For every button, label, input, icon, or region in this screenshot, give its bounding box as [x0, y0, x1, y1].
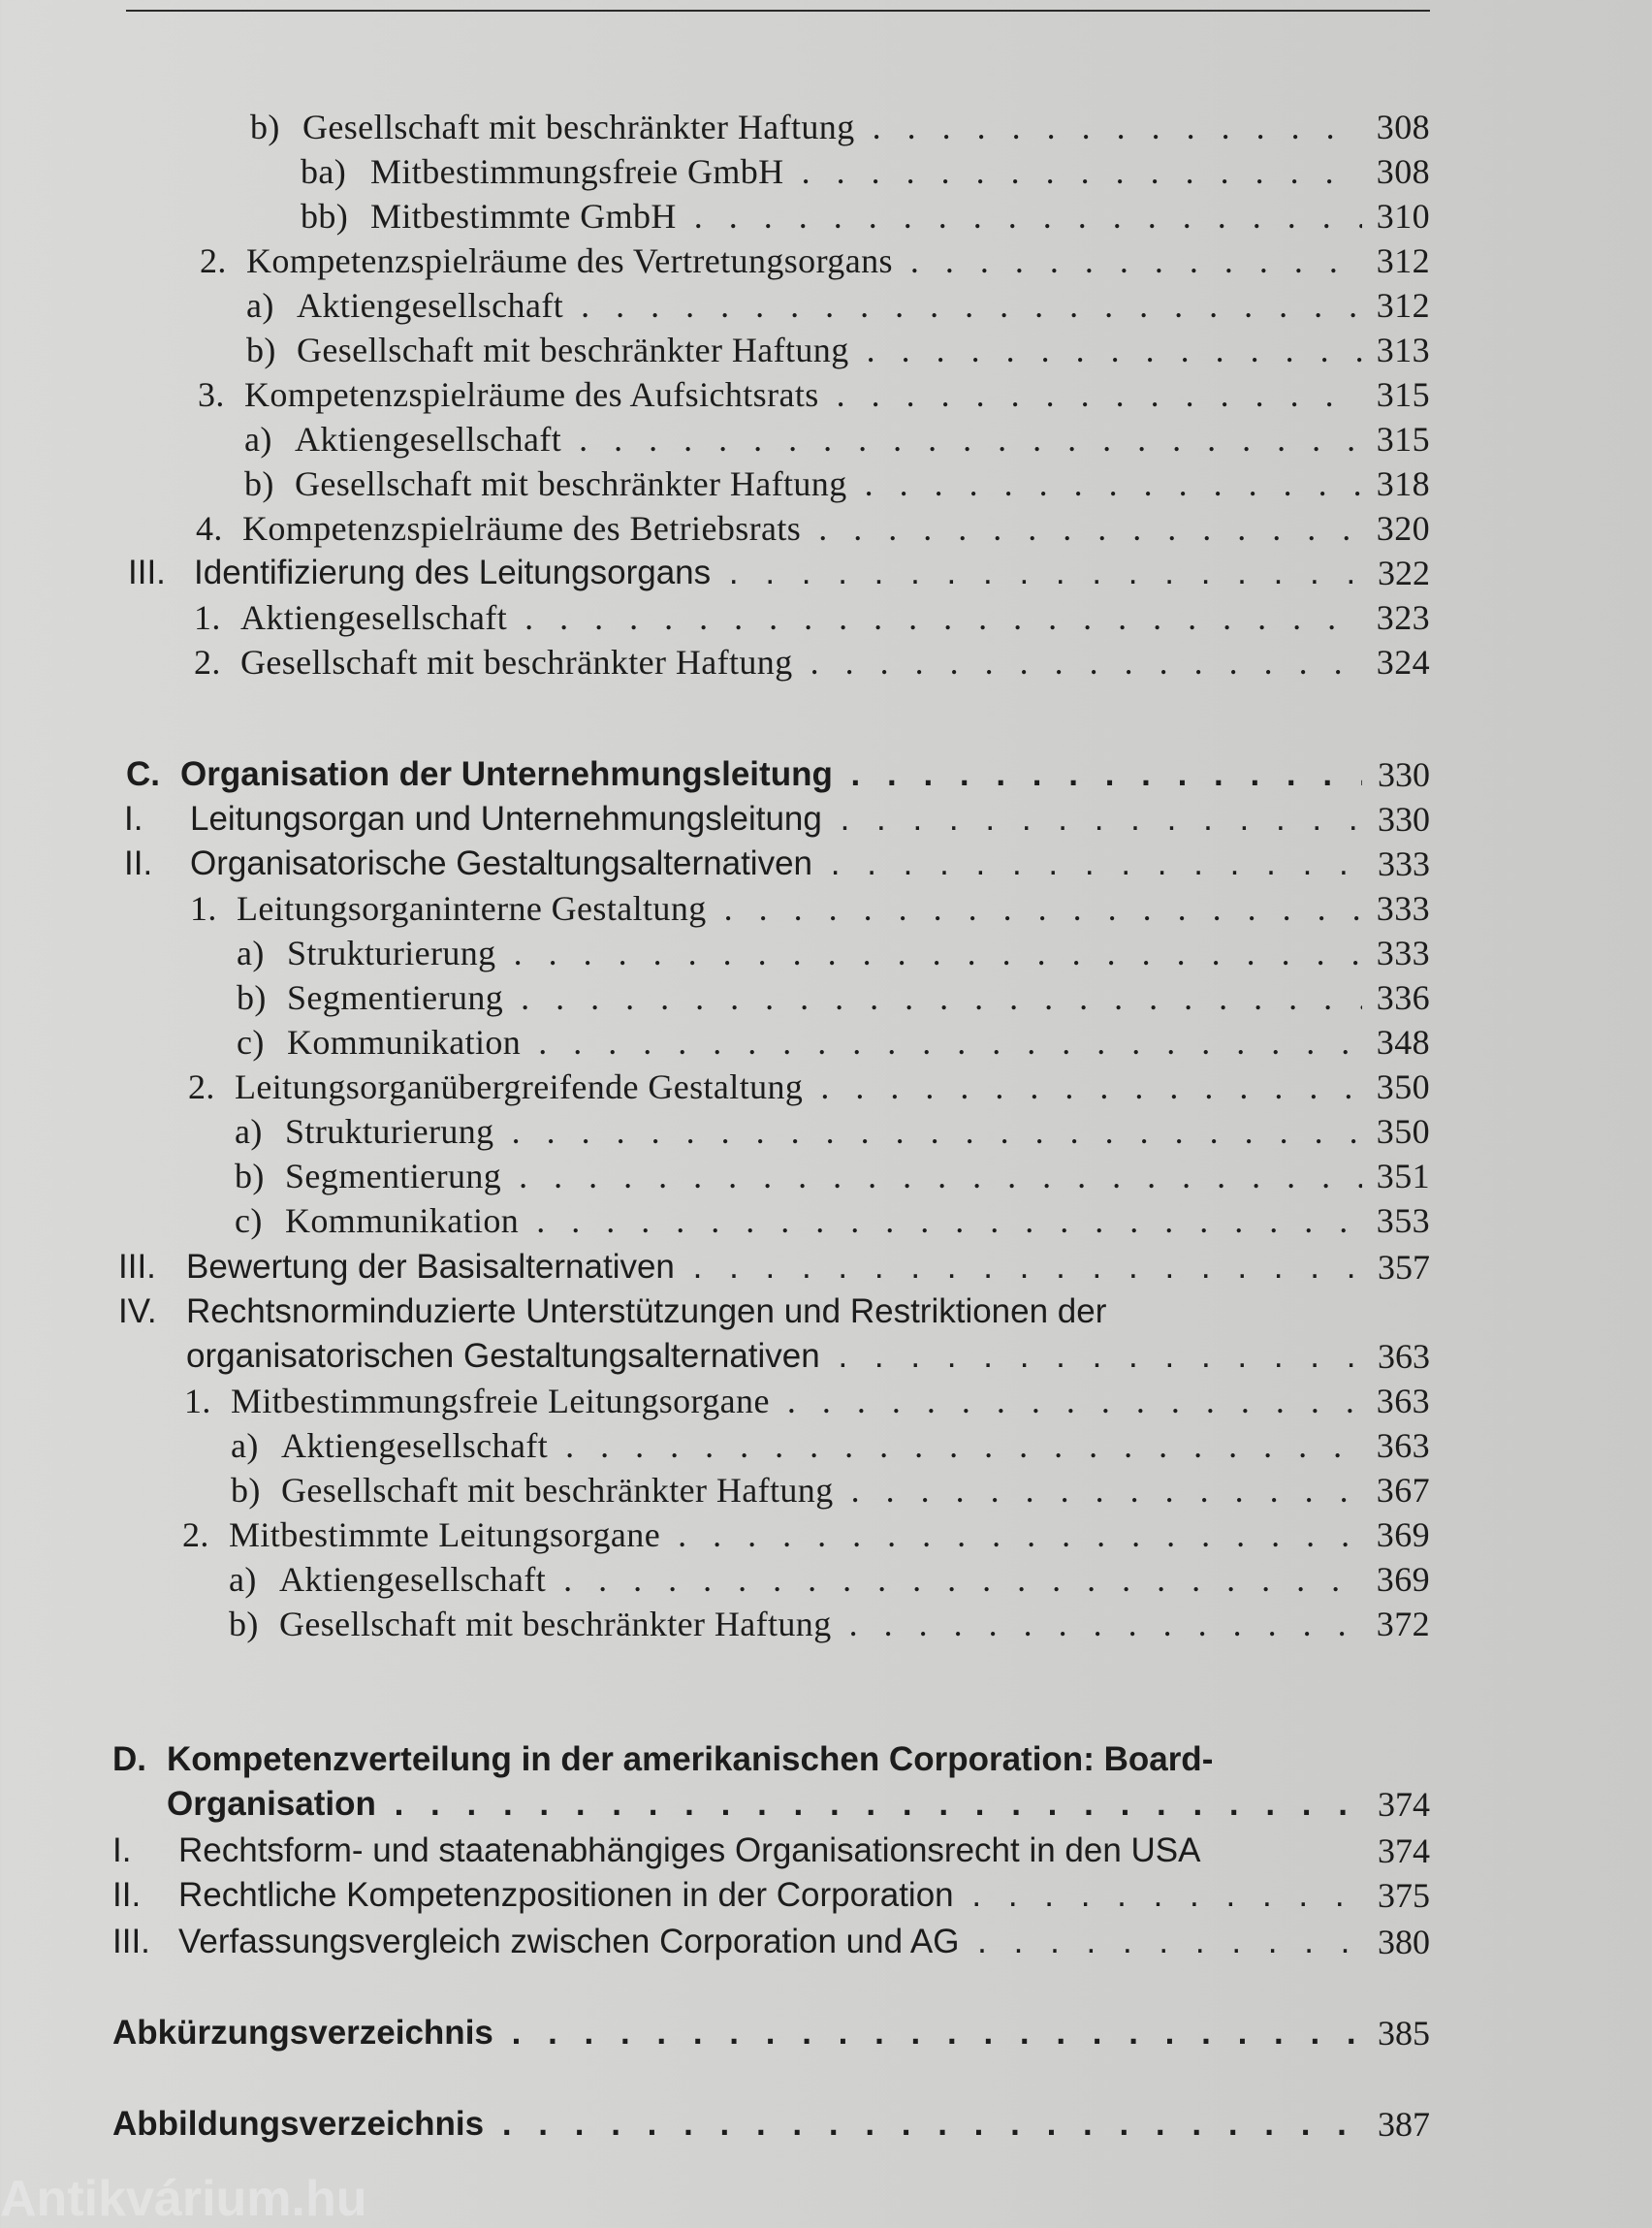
toc-entry-page: 367 [1376, 1471, 1430, 1510]
toc-entry [0, 194, 1430, 239]
toc-entry-title: Abkürzungsverzeichnis [112, 2014, 493, 2052]
toc-entry [0, 239, 1430, 283]
toc-entry-number: II. [112, 1876, 142, 1914]
toc-entry-title: Leitungsorgan und Unternehmungsleitung [190, 800, 822, 838]
toc-entry-title: Segmentierung [285, 1157, 502, 1195]
toc-entry-number: II. [124, 844, 153, 882]
toc-entry-title: Gesellschaft mit beschränkter Haftung [279, 1605, 832, 1643]
toc-entry-title-wrap [279, 1557, 1362, 1602]
toc-entry-number: a) [237, 934, 265, 972]
toc-entry [0, 1109, 1430, 1154]
toc-entry-title: Rechtliche Kompetenzpositionen in der Corporation [178, 1876, 954, 1914]
toc-entry-title-wrap [242, 506, 1362, 551]
toc-entry-title: Leitungsorganübergreifende Gestaltung [235, 1067, 804, 1106]
toc-entry-title: Mitbestimmungsfreie Leitungsorgane [231, 1382, 770, 1420]
toc-entry-page: 369 [1376, 1515, 1430, 1554]
toc-entry-page: 324 [1376, 643, 1430, 682]
toc-entry [0, 1065, 1430, 1109]
toc-entry-number: 4. [196, 509, 223, 548]
toc-entry-title: Gesellschaft mit beschränkter Haftung [281, 1471, 834, 1510]
toc-entry-page: 318 [1376, 464, 1430, 503]
toc-section-heading [0, 1782, 1430, 1827]
toc-entry-title-wrap [190, 842, 1362, 886]
toc-entry [0, 595, 1430, 640]
toc-entry-title-wrap [186, 1289, 1362, 1334]
toc-entry-title-wrap [237, 886, 1362, 931]
toc-entry-number: b) [229, 1605, 259, 1643]
toc-entry-number: 2. [188, 1067, 215, 1106]
toc-entry-number: III. [118, 1248, 156, 1286]
toc-entry-page: 351 [1376, 1157, 1430, 1195]
toc-entry-title-wrap [178, 1873, 1362, 1918]
toc-entry-page: 333 [1376, 934, 1430, 972]
toc-entry-number: c) [235, 1201, 263, 1240]
toc-entry [0, 105, 1430, 149]
toc-entry [0, 462, 1430, 506]
toc-entry-number: a) [229, 1560, 257, 1599]
toc-appendix-entry [0, 2011, 1430, 2055]
toc-entry-page: 336 [1376, 978, 1430, 1017]
toc-entry-title-wrap [285, 1154, 1362, 1198]
toc-entry-title-wrap [231, 1379, 1362, 1423]
toc-entry-title: Kommunikation [287, 1023, 522, 1062]
toc-entry-page: 330 [1378, 800, 1430, 839]
toc-entry-title-wrap [167, 1782, 1362, 1827]
toc-entry-title: Mitbestimmte Leitungsorgane [229, 1515, 661, 1554]
toc-entry-page: 310 [1376, 197, 1430, 236]
toc-entry [0, 1557, 1430, 1602]
toc-entry-title-wrap [279, 1602, 1362, 1646]
toc-entry-title-wrap [180, 752, 1362, 797]
toc-entry [0, 283, 1430, 328]
toc-entry-title: Segmentierung [287, 978, 504, 1017]
toc-entry-page: 363 [1378, 1337, 1430, 1376]
toc-entry-number: ba) [301, 152, 347, 191]
toc-entry [0, 886, 1430, 931]
toc-entry-page: 350 [1376, 1112, 1430, 1151]
toc-entry-title-wrap [167, 1737, 1362, 1782]
toc-entry [0, 1602, 1430, 1646]
toc-entry-title-wrap [186, 1245, 1362, 1289]
toc-entry-number: a) [244, 420, 272, 459]
toc-entry-title: Gesellschaft mit beschränkter Haftung [297, 331, 849, 369]
toc-entry-number: 2. [194, 643, 221, 682]
toc-entry-number: III. [112, 1923, 150, 1960]
toc-entry-number: C. [126, 755, 160, 793]
toc-entry-title: Mitbestimmungsfreie GmbH [370, 152, 784, 191]
toc-entry-title-wrap [112, 2102, 1362, 2147]
toc-entry-title: Organisatorische Gestaltungsalternativen [190, 844, 813, 882]
toc-entry [0, 328, 1430, 372]
toc-entry-title: Verfassungsvergleich zwischen Corporation und AG [178, 1923, 960, 1960]
toc-entry-title-wrap [287, 975, 1362, 1020]
toc-entry [0, 1873, 1430, 1918]
toc-entry-page: 312 [1376, 286, 1430, 325]
toc-entry-page: 333 [1376, 889, 1430, 928]
toc-entry-page: 353 [1376, 1201, 1430, 1240]
toc-entry-title-wrap [370, 149, 1362, 194]
toc-entry-title-wrap [287, 1020, 1362, 1065]
toc-entry-number: 1. [194, 598, 221, 637]
toc-entry-number: IV. [118, 1292, 157, 1330]
toc-entry-page: 315 [1376, 375, 1430, 414]
toc-entry-title-wrap [370, 194, 1362, 239]
toc-entry-number: b) [244, 464, 274, 503]
toc-entry-page: 313 [1376, 331, 1430, 369]
toc-entry [0, 1423, 1430, 1468]
toc-entry [0, 1198, 1430, 1243]
toc-entry-number: III. [128, 554, 166, 591]
toc-entry-title: Kompetenzspielräume des Vertretungsorgans [246, 241, 893, 280]
toc-entry [0, 1512, 1430, 1557]
toc-entry-number: b) [237, 978, 267, 1017]
toc-entry-title: Identifizierung des Leitungsorgans [194, 554, 712, 591]
toc-entry-title: Kommunikation [285, 1201, 520, 1240]
toc-entry-page: 330 [1378, 755, 1430, 794]
toc-entry-title: Organisation der Unternehmungsleitung [180, 755, 833, 793]
toc-entry-title: Aktiengesellschaft [295, 420, 562, 459]
toc-entry-title-wrap [178, 1920, 1362, 1964]
toc-entry-title-wrap [295, 417, 1362, 462]
toc-entry-page: 322 [1378, 554, 1430, 592]
toc-entry-title-wrap [285, 1109, 1362, 1154]
toc-entry-number: c) [237, 1023, 265, 1062]
toc-entry-title-wrap [297, 328, 1362, 372]
toc-section-heading [0, 752, 1430, 797]
toc-entry-number: b) [235, 1157, 265, 1195]
toc-entry-title-wrap [281, 1423, 1362, 1468]
toc-entry-page: 372 [1376, 1605, 1430, 1643]
toc-entry-page: 363 [1376, 1426, 1430, 1465]
toc-entry-title-wrap [244, 372, 1362, 417]
toc-entry-title-wrap [240, 640, 1362, 684]
toc-entry-number: a) [231, 1426, 259, 1465]
toc-entry-title: Leitungsorganinterne Gestaltung [237, 889, 707, 928]
toc-entry-title-wrap [112, 2011, 1362, 2055]
toc-entry-title-wrap [285, 1198, 1362, 1243]
toc-entry-page: 363 [1376, 1382, 1430, 1420]
toc-entry-title: Bewertung der Basisalternativen [186, 1248, 675, 1286]
toc-entry-page: 369 [1376, 1560, 1430, 1599]
toc-entry-number: 2. [182, 1515, 209, 1554]
toc-entry-page: 357 [1378, 1248, 1430, 1287]
toc-entry-page: 380 [1378, 1923, 1430, 1961]
toc-entry-page: 375 [1378, 1876, 1430, 1915]
toc-entry-title: Mitbestimmte GmbH [370, 197, 677, 236]
toc-section-heading [0, 1737, 1430, 1782]
toc-entry-number: b) [231, 1471, 261, 1510]
toc-entry-title: Kompetenzverteilung in der amerikanischen Corporation: Board- [167, 1740, 1214, 1778]
toc-entry-title: Strukturierung [287, 934, 496, 972]
toc-entry [0, 640, 1430, 684]
toc-appendix-entry [0, 2102, 1430, 2147]
toc-entry-page: 315 [1376, 420, 1430, 459]
toc-entry-number: bb) [301, 197, 349, 236]
toc-entry [0, 1154, 1430, 1198]
toc-entry-title-wrap [229, 1512, 1362, 1557]
toc-entry-title-wrap [287, 931, 1362, 975]
toc-entry-title-wrap [190, 797, 1362, 842]
toc-entry [0, 1289, 1430, 1334]
toc-entry-title-wrap [297, 283, 1362, 328]
toc-entry-page: 348 [1376, 1023, 1430, 1062]
toc-entry-title: Kompetenzspielräume des Aufsichtsrats [244, 375, 819, 414]
toc-entry-title: Kompetenzspielräume des Betriebsrats [242, 509, 802, 548]
toc-entry-title-wrap [281, 1468, 1362, 1512]
top-rule [126, 10, 1430, 12]
toc-entry-number: 1. [190, 889, 217, 928]
toc-entry [0, 931, 1430, 975]
toc-entry-title: Gesellschaft mit beschränkter Haftung [302, 108, 855, 146]
toc-entry-number: a) [246, 286, 274, 325]
toc-entry [0, 1245, 1430, 1289]
watermark: Antikvárium.hu [0, 2171, 367, 2227]
toc-entry-page: 350 [1376, 1067, 1430, 1106]
toc-entry-title-wrap [302, 105, 1362, 149]
toc-entry-number: 3. [198, 375, 225, 414]
toc-entry-title-wrap [235, 1065, 1362, 1109]
toc-entry-page: 308 [1376, 108, 1430, 146]
toc-entry [0, 506, 1430, 551]
toc-entry-page: 320 [1376, 509, 1430, 548]
toc-entry-title: Aktiengesellschaft [240, 598, 508, 637]
toc-entry-title: Rechtsnorminduzierte Unterstützungen und Restriktionen der [186, 1292, 1107, 1330]
toc-entry-title: organisatorischen Gestaltungsalternativen [186, 1337, 820, 1375]
toc-entry-number: b) [246, 331, 276, 369]
toc-entry [0, 1468, 1430, 1512]
toc-entry-title: Rechtsform- und staatenabhängiges Organisationsrecht in den USA [178, 1831, 1201, 1869]
toc-entry-number: a) [235, 1112, 263, 1151]
toc-entry-page: 374 [1378, 1831, 1430, 1870]
toc-entry [0, 797, 1430, 842]
toc-entry-page: 374 [1378, 1785, 1430, 1824]
toc-entry [0, 842, 1430, 886]
toc-entry [0, 1379, 1430, 1423]
toc-entry-number: 1. [184, 1382, 211, 1420]
toc-entry [0, 149, 1430, 194]
toc-entry-page: 385 [1378, 2014, 1430, 2053]
toc-entry-page: 333 [1378, 844, 1430, 883]
toc-entry-number: I. [124, 800, 143, 838]
toc-entry-page: 387 [1378, 2105, 1430, 2144]
toc-entry-title-wrap [295, 462, 1362, 506]
toc-entry [0, 1829, 1430, 1873]
toc-entry [0, 372, 1430, 417]
toc-entry-title: Organisation [167, 1785, 376, 1823]
toc-entry [0, 1334, 1430, 1379]
toc-entry-number: b) [250, 108, 280, 146]
toc-entry-title: Abbildungsverzeichnis [112, 2105, 485, 2143]
toc-entry [0, 551, 1430, 595]
toc-entry [0, 975, 1430, 1020]
toc-entry-title: Gesellschaft mit beschränkter Haftung [240, 643, 793, 682]
toc-entry-title: Aktiengesellschaft [297, 286, 564, 325]
toc-entry-title: Aktiengesellschaft [279, 1560, 547, 1599]
toc-entry-page: 308 [1376, 152, 1430, 191]
toc-entry-number: D. [112, 1740, 146, 1778]
toc-entry-title-wrap [194, 551, 1362, 595]
toc-entry [0, 1920, 1430, 1964]
toc-entry-title: Aktiengesellschaft [281, 1426, 549, 1465]
toc-entry-number: 2. [200, 241, 227, 280]
toc-entry [0, 417, 1430, 462]
toc-entry-title-wrap [186, 1334, 1362, 1379]
toc-entry [0, 1020, 1430, 1065]
toc-entry-title-wrap [240, 595, 1362, 640]
toc-entry-title: Strukturierung [285, 1112, 494, 1151]
toc-entry-number: I. [112, 1831, 132, 1869]
toc-entry-title: Gesellschaft mit beschränkter Haftung [295, 464, 847, 503]
toc-entry-title-wrap [246, 239, 1362, 283]
toc-entry-page: 323 [1376, 598, 1430, 637]
toc-entry-page: 312 [1376, 241, 1430, 280]
toc-entry-title-wrap [178, 1829, 1362, 1873]
